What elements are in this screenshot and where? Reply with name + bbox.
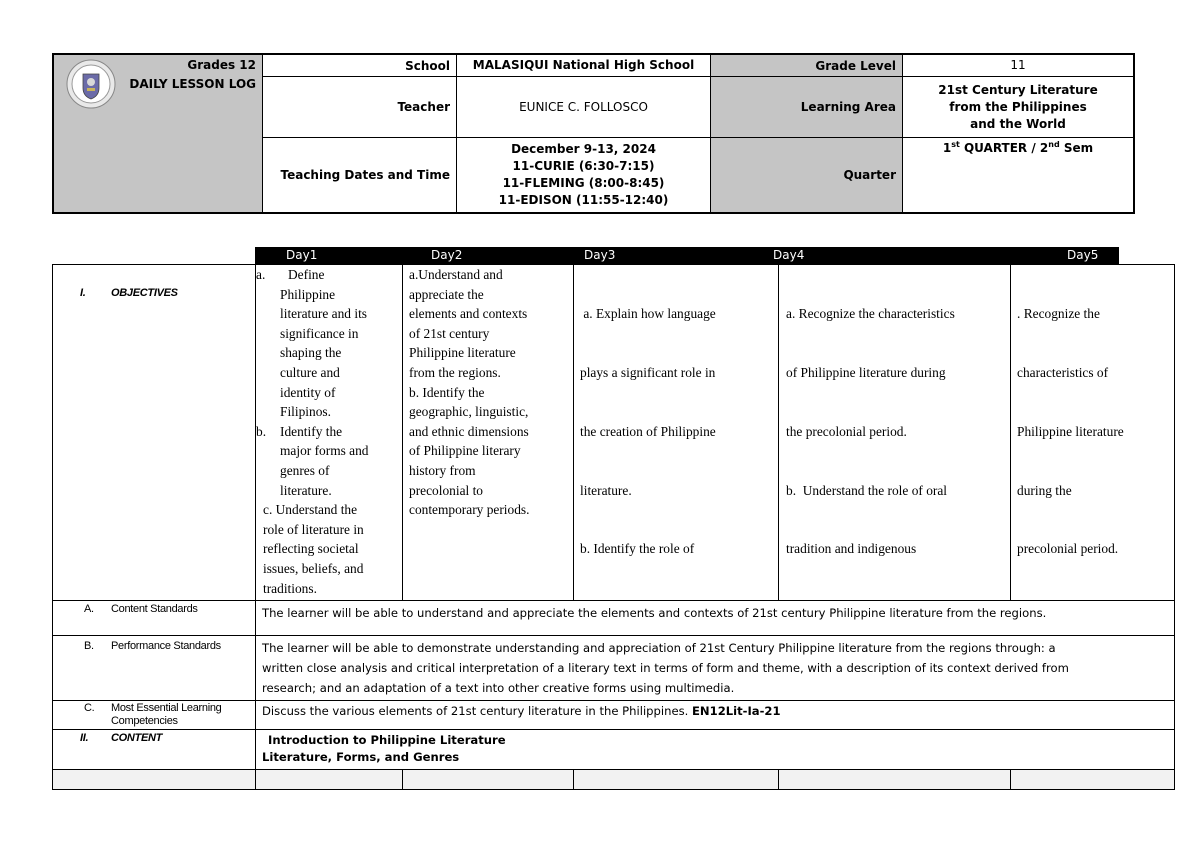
- objective-line: [786, 598, 1010, 600]
- competencies-description: Discuss the various elements of 21st century literature in the Philippines.: [262, 704, 693, 718]
- objective-line: significance in: [280, 325, 359, 341]
- objective-line: history from: [409, 462, 476, 478]
- day1-objectives: [256, 265, 403, 600]
- quarter-text: Sem: [1059, 141, 1094, 155]
- objective-line: b. Identify the role of: [580, 541, 695, 557]
- competencies-text: [256, 701, 1174, 729]
- objective-line: [580, 598, 778, 600]
- content-line: Introduction to Philippine Literature: [268, 733, 506, 747]
- objective-line: of Philippine literature during: [786, 364, 946, 380]
- objective-line: precolonial to: [409, 482, 483, 498]
- objective-line: the creation of Philippine: [580, 423, 716, 439]
- teacher-value: EUNICE C. FOLLOSCO: [457, 77, 711, 138]
- objectives-number: I.: [80, 287, 86, 299]
- empty-cell: [1011, 770, 1174, 789]
- content-label-cell: [53, 730, 256, 769]
- objectives-row: [53, 265, 1174, 601]
- competencies-label: [111, 702, 222, 728]
- objective-line: elements and contexts: [409, 306, 528, 322]
- quarter-value: [903, 138, 1133, 212]
- objective-line: . Recognize the: [1017, 306, 1100, 322]
- dates-value: [457, 138, 711, 212]
- objective-line: a. Explain how language: [580, 306, 716, 322]
- day4-objectives: [779, 265, 1011, 600]
- objective-line: Identify the: [280, 423, 343, 439]
- objective-line: Philippine: [280, 286, 336, 302]
- objective-line: contemporary periods.: [409, 502, 530, 518]
- empty-cell: [779, 770, 1011, 789]
- performance-standards-label-cell: [53, 636, 256, 700]
- objective-line: and ethnic dimensions: [409, 423, 529, 439]
- objective-line: identity of: [280, 384, 336, 400]
- competencies-row: [53, 701, 1174, 730]
- objective-line: a. Recognize the characteristics: [786, 306, 955, 322]
- content-line: Literature, Forms, and Genres: [262, 750, 460, 764]
- objective-line: Philippine literature: [409, 345, 516, 361]
- performance-standards-row: [53, 636, 1174, 701]
- grades-label: Grades 12: [187, 58, 256, 72]
- empty-cell: [574, 770, 779, 789]
- content-text: [256, 730, 1174, 769]
- content-label: CONTENT: [111, 732, 163, 744]
- grade-level-value: 11: [903, 55, 1133, 77]
- day-header-bar: [255, 247, 1119, 264]
- quarter-text: QUARTER / 2: [959, 141, 1049, 155]
- objectives-label: OBJECTIVES: [111, 287, 178, 299]
- objective-line: appreciate the: [409, 286, 484, 302]
- objective-line: precolonial period.: [1017, 541, 1119, 557]
- objective-line: c. Understand the: [263, 502, 358, 518]
- header-logo-cell: [54, 55, 263, 212]
- objective-line: tradition and indigenous: [786, 541, 917, 557]
- day3-objectives: [574, 265, 779, 600]
- objective-line: of 21st century: [409, 325, 490, 341]
- day-label: Day3: [584, 248, 616, 262]
- day-label: Day4: [773, 248, 805, 262]
- quarter-text: 1: [942, 141, 952, 155]
- dates-label: Teaching Dates and Time: [263, 138, 457, 212]
- day-label: Day1: [286, 248, 318, 262]
- content-standards-label: Content Standards: [111, 603, 198, 615]
- quarter-sup: nd: [1048, 140, 1060, 149]
- content-number: II.: [80, 732, 89, 744]
- empty-row: [53, 770, 1174, 789]
- objective-line: literature and its: [280, 306, 368, 322]
- objective-line: b. Identify the: [409, 384, 485, 400]
- header-table: [52, 53, 1135, 214]
- empty-cell: [403, 770, 574, 789]
- day-label: Day2: [431, 248, 463, 262]
- grade-level-label: Grade Level: [711, 55, 903, 77]
- quarter-sup: st: [951, 140, 960, 149]
- school-value: MALASIQUI National High School: [457, 55, 711, 77]
- objective-line: from the regions.: [409, 364, 501, 380]
- learning-area-line: and the World: [970, 116, 1066, 131]
- objective-line: genres of: [280, 462, 330, 478]
- content-standards-row: [53, 601, 1174, 636]
- dates-line: December 9-13, 2024: [511, 142, 656, 156]
- objective-marker: b.: [256, 423, 267, 439]
- objective-line: major forms and: [280, 443, 369, 459]
- objective-line: of Philippine literary: [409, 443, 521, 459]
- empty-cell: [53, 770, 256, 789]
- dates-line: 11-FLEMING (8:00-8:45): [502, 176, 665, 190]
- content-standards-number: A.: [84, 603, 94, 615]
- day2-objectives: [403, 265, 574, 600]
- lesson-table: [52, 264, 1175, 790]
- learning-area-value: [903, 77, 1133, 138]
- learning-area-line: from the Philippines: [949, 99, 1087, 114]
- dates-line: 11-EDISON (11:55-12:40): [498, 193, 669, 207]
- performance-line: The learner will be able to demonstrate understanding and appreciation of 21st Century Philippine literature from the regions through: a: [262, 641, 1056, 655]
- deped-seal-icon: [66, 59, 116, 109]
- school-label: School: [263, 55, 457, 77]
- objective-line: Filipinos.: [280, 404, 331, 420]
- objective-line: b. Understand the role of oral: [786, 482, 948, 498]
- dates-line: 11-CURIE (6:30-7:15): [512, 159, 655, 173]
- quarter-label: Quarter: [711, 138, 903, 212]
- objective-line: issues, beliefs, and: [263, 560, 364, 576]
- objectives-label-cell: [53, 265, 256, 600]
- objective-line: literature.: [280, 482, 332, 498]
- objective-line: culture and: [280, 364, 340, 380]
- objective-line: [1017, 598, 1174, 600]
- learning-area-label: Learning Area: [711, 77, 903, 138]
- performance-line: research; and an adaptation of a text into other creative forms using multimedia.: [262, 681, 735, 695]
- teacher-label: Teacher: [263, 77, 457, 138]
- content-row: [53, 730, 1174, 770]
- competencies-label-line: Most Essential Learning: [111, 702, 222, 714]
- lesson-log-title: DAILY LESSON LOG: [129, 77, 256, 91]
- content-standards-text: The learner will be able to understand and appreciate the elements and contexts of 21st century Philippine literature from the regions.: [262, 606, 1047, 620]
- performance-standards-label: Performance Standards: [111, 640, 221, 652]
- objective-line: geographic, linguistic,: [409, 404, 529, 420]
- objective-line: a.Understand and: [409, 267, 503, 282]
- objective-line: Define: [288, 267, 325, 282]
- objective-line: Philippine literature: [1017, 423, 1124, 439]
- objective-line: traditions.: [263, 580, 317, 596]
- objective-line: during the: [1017, 482, 1072, 498]
- objective-marker: a.: [256, 267, 266, 282]
- objective-line: plays a significant role in: [580, 364, 716, 380]
- competencies-number: C.: [84, 702, 95, 714]
- learning-area-line: 21st Century Literature: [938, 82, 1098, 97]
- objective-line: characteristics of: [1017, 364, 1109, 380]
- performance-line: written close analysis and critical interpretation of a literary text in terms of form and theme, with a description of its context derived from: [262, 661, 1069, 675]
- day-label: Day5: [1067, 248, 1099, 262]
- objective-line: shaping the: [280, 345, 342, 361]
- objective-line: reflecting societal: [263, 541, 359, 557]
- competencies-label-line: Competencies: [111, 715, 178, 727]
- competencies-label-cell: [53, 701, 256, 729]
- objective-line: literature.: [580, 482, 632, 498]
- objective-line: role of literature in: [263, 521, 364, 537]
- performance-standards-text: [256, 636, 1174, 700]
- empty-cell: [256, 770, 403, 789]
- day5-objectives: [1011, 265, 1174, 600]
- competency-code: EN12Lit-Ia-21: [692, 704, 781, 718]
- content-standards-label-cell: [53, 601, 256, 635]
- performance-standards-number: B.: [84, 640, 94, 652]
- objective-line: the precolonial period.: [786, 423, 907, 439]
